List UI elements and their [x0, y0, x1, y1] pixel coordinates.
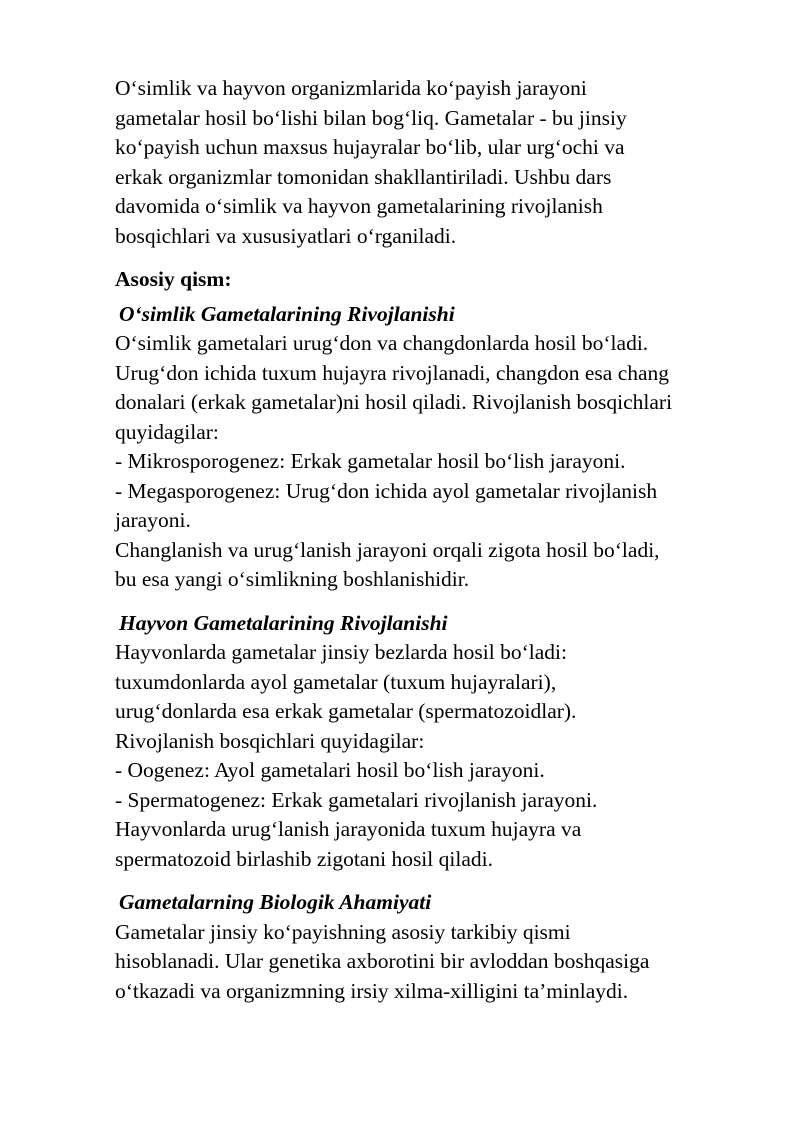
intro-line: erkak organizmlar tomonidan shakllantiriladi. Ushbu dars [115, 164, 612, 189]
body-line: quyidagilar: [115, 419, 219, 444]
body-line: Gametalar jinsiy ko‘payishning asosiy tarkibiy qismi [115, 919, 571, 944]
intro-line: gametalar hosil bo‘lishi bilan bog‘liq. Gametalar - bu jinsiy [115, 105, 627, 130]
body-line: Hayvonlarda urug‘lanish jarayonida tuxum hujayra va [115, 817, 582, 841]
intro-line: ko‘payish uchun maxsus hujayralar bo‘lib, ular urg‘ochi va [115, 135, 625, 159]
body-line: donalari (erkak gametalar)ni hosil qiladi. Rivojlanish bosqichlari [115, 390, 673, 414]
body-line: - Spermatogenez: Erkak gametalari rivojlanish jarayoni. [115, 787, 598, 812]
section-heading: Gametalarning Biologik Ahamiyati [119, 890, 432, 914]
section-body [115, 638, 755, 874]
main-section-label: Asosiy qism: [115, 267, 232, 291]
section-body [115, 918, 755, 1007]
intro-line: davomida o‘simlik va hayvon gametalarining rivojlanish [115, 194, 603, 218]
section-animal-gametes [115, 609, 755, 875]
body-line: Hayvonlarda gametalar jinsiy bezlarda hosil bo‘ladi: [115, 640, 567, 664]
section-biological-significance [115, 888, 755, 1006]
intro-line: O‘simlik va hayvon organizmlarida ko‘payish jarayoni [115, 76, 587, 100]
section-heading: O‘simlik Gametalarining Rivojlanishi [119, 301, 455, 326]
body-line: Urug‘don ichida tuxum hujayra rivojlanadi, changdon esa chang [115, 360, 670, 385]
body-line: - Oogenez: Ayol gametalari hosil bo‘lish jarayoni. [115, 758, 545, 782]
body-line: o‘tkazadi va organizmning irsiy xilma-xilligini ta’minlaydi. [115, 978, 629, 1003]
body-line: - Megasporogenez: Urug‘don ichida ayol gametalar rivojlanish [115, 478, 658, 503]
section-heading: Hayvon Gametalarining Rivojlanishi [119, 610, 448, 635]
section-plant-gametes [115, 300, 755, 595]
body-line: urug‘donlarda esa erkak gametalar (spermatozoidlar). [115, 699, 577, 723]
body-line: jarayoni. [115, 508, 191, 532]
body-line: bu esa yangi o‘simlikning boshlanishidir. [115, 567, 470, 591]
document-page [115, 74, 755, 1020]
intro-line: bosqichlari va xususiyatlari o‘rganiladi. [115, 223, 457, 248]
body-line: - Mikrosporogenez: Erkak gametalar hosil bo‘lish jarayoni. [115, 449, 626, 473]
body-line: Rivojlanish bosqichlari quyidagilar: [115, 728, 425, 753]
body-line: Changlanish va urug‘lanish jarayoni orqali zigota hosil bo‘ladi, [115, 537, 660, 562]
intro-paragraph [115, 74, 755, 251]
body-line: hisoblanadi. Ular genetika axborotini bir avloddan boshqasiga [115, 949, 650, 973]
section-body [115, 329, 755, 595]
body-line: tuxumdonlarda ayol gametalar (tuxum hujayralari), [115, 669, 557, 694]
body-line: spermatozoid birlashib zigotani hosil qiladi. [115, 846, 493, 871]
body-line: O‘simlik gametalari urug‘don va changdonlarda hosil bo‘ladi. [115, 331, 649, 355]
